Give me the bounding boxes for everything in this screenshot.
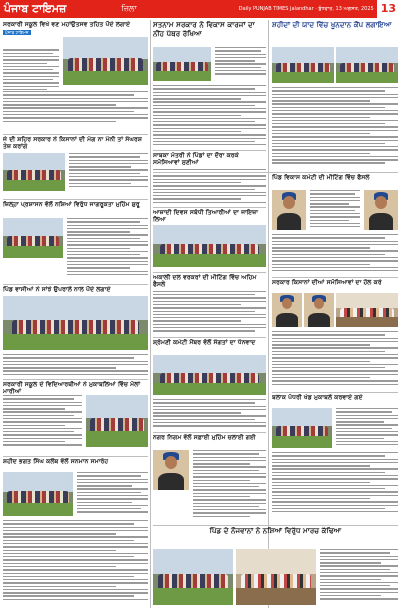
article-body (153, 291, 266, 332)
article-divider (3, 456, 148, 457)
article-photo (272, 47, 334, 83)
article-photo (3, 472, 73, 516)
article-body (67, 218, 148, 277)
article-body (3, 395, 82, 448)
article-photo (153, 355, 266, 395)
article-divider (153, 172, 398, 173)
article-body (272, 331, 398, 387)
article-divider (153, 337, 266, 338)
article-divider (3, 284, 148, 285)
newspaper-brand[interactable]: ਪੰਜਾਬ ਟਾਇਮਜ਼ (4, 2, 67, 15)
article-body (3, 49, 59, 90)
article-body (320, 549, 398, 602)
article-headline: ਸਰਕਾਰੀ ਸਕੂਲ ਦੇ ਵਿਦਿਆਰਥੀਆਂ ਨੇ ਮੁਕਾਬਲਿਆਂ ਵਿੱਚ ਮੱਲਾਂ ਮਾਰੀਆਂ (3, 381, 141, 396)
article-divider (272, 277, 398, 278)
article-headline: ਬਲਾਕ ਪੱਧਰੀ ਖੇਡ ਮੁਕਾਬਲੇ ਕਰਵਾਏ ਗਏ (272, 394, 363, 401)
portrait-photo (153, 450, 189, 490)
article-divider (3, 199, 148, 200)
article-body (153, 169, 266, 203)
article[interactable] (153, 274, 266, 336)
portrait-photo (364, 190, 398, 230)
article-headline: ਸ਼੍ਰੋਮਣੀ ਕਮੇਟੀ ਮੈਂਬਰ ਵੱਲੋਂ ਸੰਗਤਾਂ ਦਾ ਧੰਨਵਾਦ (153, 339, 256, 346)
article-body (69, 153, 148, 189)
portrait-photo (272, 190, 306, 230)
article-body (3, 354, 148, 377)
article-headline: ਸਰਕਾਰੀ ਸਕੂਲ ਵਿਖੇ ਵਣ ਮਹਾਂਉਤਸਵ ਤਹਿਤ ਪੌਦੇ ਲਗਾਏ (3, 21, 131, 28)
article-divider (153, 150, 266, 151)
article-headline: ਸਰਕਾਰ ਕਿਸਾਨਾਂ ਦੀਆਂ ਸਮੱਸਿਆਵਾਂ ਦਾ ਹੱਲ ਕਰੇ (272, 279, 382, 286)
article[interactable] (3, 286, 148, 378)
article-divider (153, 432, 266, 433)
article[interactable] (272, 21, 398, 171)
portrait-photo (272, 293, 302, 327)
article[interactable] (153, 152, 266, 206)
article-photo (336, 47, 398, 83)
article-headline: ਅਕਾਲੀ ਦਲ ਵਰਕਰਾਂ ਦੀ ਮੀਟਿੰਗ ਵਿੱਚ ਅਹਿਮ ਫੈਸਲੇ (153, 274, 257, 289)
article-photo (236, 549, 316, 605)
article-headline: ਪਿੰਡ ਦੇ ਨੌਜਵਾਨਾਂ ਨੇ ਨਸ਼ਿਆਂ ਵਿਰੁੱਧ ਮਾਰਚ ਕੱਢਿਆ (209, 527, 342, 535)
article-photo (272, 408, 332, 448)
article-photo (153, 47, 211, 81)
article-divider (153, 525, 398, 526)
article[interactable] (272, 394, 398, 524)
portrait-photo (304, 293, 334, 327)
article-divider (3, 379, 148, 380)
article-headline: ਪਿੰਡ ਵਿਕਾਸ ਕਮੇਟੀ ਦੀ ਮੀਟਿੰਗ ਵਿੱਚ ਫੈਸਲੇ (272, 174, 370, 181)
page-number: 13 (377, 0, 400, 18)
article[interactable] (3, 21, 148, 133)
masthead (0, 0, 400, 18)
article-body (193, 450, 266, 519)
article-body (215, 47, 266, 77)
article[interactable] (153, 21, 266, 149)
article-headline: ਸ਼ਹੀਦ ਭਗਤ ਸਿੰਘ ਕਲੱਬ ਵੱਲੋਂ ਸਨਮਾਨ ਸਮਾਰੋਹ (3, 458, 109, 465)
article[interactable] (153, 209, 266, 271)
article[interactable] (3, 381, 148, 455)
article-body (153, 399, 266, 429)
article[interactable] (153, 339, 266, 431)
article-body (272, 234, 398, 273)
article[interactable] (153, 434, 266, 524)
section-name: ਜ਼ਿਲਾ (121, 4, 137, 13)
article-body (3, 91, 148, 124)
article-headline: ਜ਼ਿਲ੍ਹਾ ਪ੍ਰਸ਼ਾਸਨ ਵੱਲੋਂ ਨਸ਼ਿਆਂ ਵਿਰੁੱਧ ਜਾਗਰੂਕਤਾ ਮੁਹਿੰਮ ਸ਼ੁਰੂ (3, 201, 140, 208)
article[interactable] (3, 201, 148, 283)
article-body (3, 520, 148, 602)
article-headline: ਆਜ਼ਾਦੀ ਦਿਵਸ ਸਬੰਧੀ ਤਿਆਰੀਆਂ ਦਾ ਜਾਇਜ਼ਾ ਲਿਆ (153, 209, 259, 224)
article-headline: ਜੇ ਦੀ ਸ਼ਹਿਰ ਸਰਕਾਰ ਨੇ ਕਿਸਾਨਾਂ ਦੀ ਮੰਗ ਨਾ ਮੰਨੀ ਤਾਂ ਸੰਘਰਸ਼ ਤੇਜ਼ ਕਰਾਂਗੇ (3, 136, 142, 151)
article-photo (153, 549, 233, 605)
article-body (272, 87, 398, 166)
article-divider (3, 134, 148, 135)
article-divider (272, 392, 398, 393)
article-body (153, 85, 266, 147)
article-body (77, 472, 148, 515)
article[interactable] (3, 136, 148, 198)
column-divider (268, 20, 269, 608)
article-headline: ਸ਼ਹੀਦਾਂ ਦੀ ਯਾਦ ਵਿੱਚ ਖੂਨਦਾਨ ਕੈਂਪ ਲਗਾਇਆ (272, 21, 392, 29)
article-photo (3, 153, 65, 191)
article-photo (3, 296, 148, 350)
article-headline: ਸਾਬਕਾ ਮੰਤਰੀ ਨੇ ਪਿੰਡਾਂ ਦਾ ਦੌਰਾ ਕਰਕੇ ਸਮੱਸਿਆਵਾਂ ਸੁਣੀਆਂ (153, 152, 239, 167)
article-body (336, 408, 398, 447)
article[interactable] (153, 527, 398, 609)
byline-tag: ਪੰਜਾਬ ਟਾਇਮਜ਼ (5, 30, 29, 36)
column-divider (150, 20, 151, 608)
article-photo (3, 218, 63, 258)
article-photo (153, 225, 266, 267)
article-divider (153, 207, 266, 208)
article-body (310, 190, 360, 229)
article-headline: ਨਗਰ ਨਿਗਮ ਵੱਲੋਂ ਸਫ਼ਾਈ ਮੁਹਿੰਮ ਚਲਾਈ ਗਈ (153, 434, 256, 441)
article-headline: ਸਤਨਾਮ ਸਰਕਾਰ ਨੇ ਵਿਕਾਸ ਕਾਰਜਾਂ ਦਾ ਨੀਂਹ ਪੱਥਰ ਰੱਖਿਆ (153, 21, 255, 38)
article-headline: ਪਿੰਡ ਵਾਸੀਆਂ ਨੇ ਸਾਂਝੇ ਉਪਰਾਲੇ ਨਾਲ ਪੌਦੇ ਲਗਾਏ (3, 286, 111, 293)
article[interactable] (3, 458, 148, 608)
article[interactable] (272, 174, 398, 276)
article-photo (63, 37, 148, 85)
article[interactable] (272, 279, 398, 391)
article-body (272, 452, 398, 514)
edition-meta: Daily PUNJAB TIMES Jalandhar · ਬੁੱਧਵਾਰ, 13 ਅਗਸਤ, 2025 (238, 6, 374, 12)
article-photo (336, 293, 398, 327)
article-photo (86, 395, 148, 447)
article-divider (153, 272, 266, 273)
